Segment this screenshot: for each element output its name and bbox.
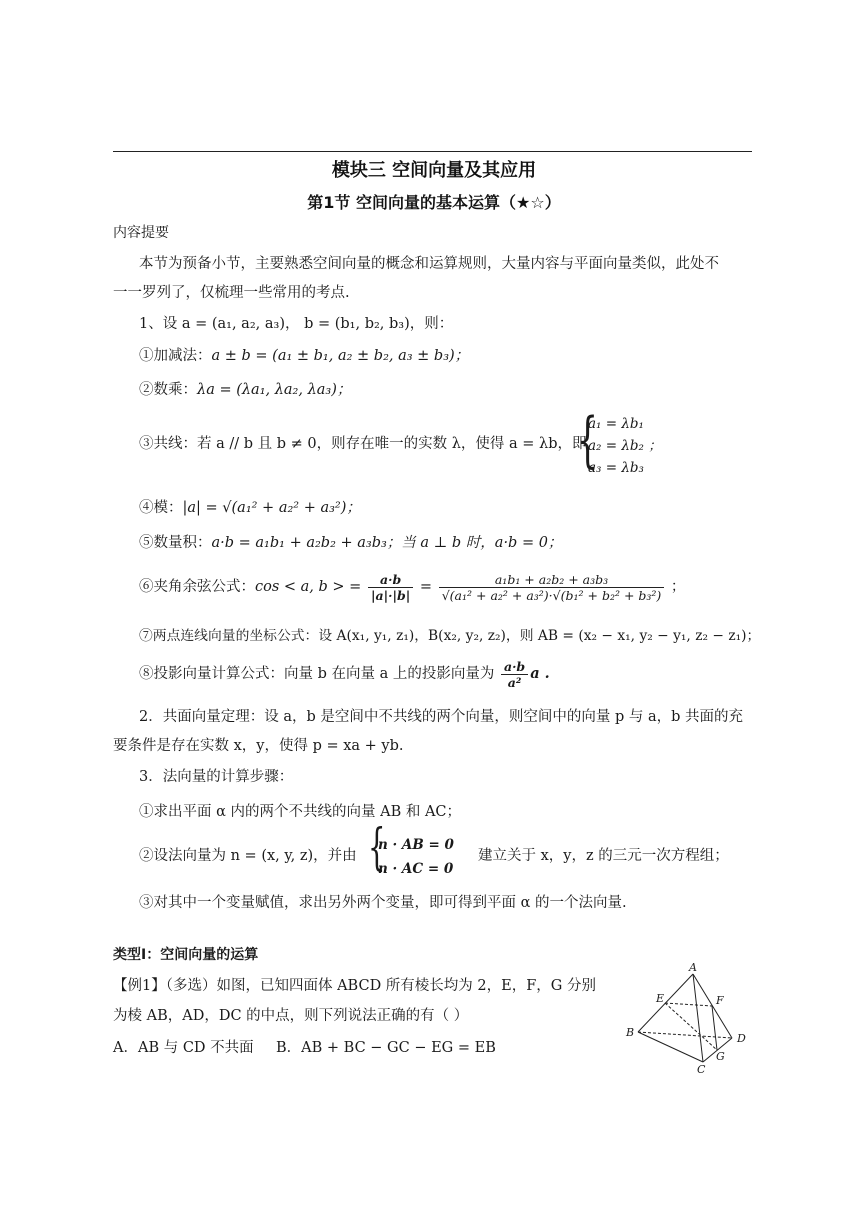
frac-den: |a|·|b| (370, 587, 411, 603)
point-scalar (139, 380, 351, 400)
label-f: F (716, 994, 724, 1007)
point-label: ⑤数量积： (139, 535, 212, 551)
point-formula: a ± b = (a₁ ± b₁, a₂ ± b₂, a₃ ± b₃)； (211, 348, 470, 364)
item-2-line-1: 2．共面向量定理：设 a，b 是空间中不共线的两个向量，则空间中的向量 p 与 a，b 共面的充 (139, 709, 744, 725)
frac-num: a·b (368, 572, 413, 588)
intro-line-1: 本节为预备小节，主要熟悉空间向量的概念和运算规则，大量内容与平面向量类似，此处不 (139, 256, 719, 272)
point-label: ①加减法： (139, 348, 212, 364)
cos-end: ； (670, 579, 686, 595)
module-title: 模块三 空间向量及其应用 (331, 160, 537, 181)
point-label: ⑥夹角余弦公式： (139, 579, 255, 595)
point-label: ④模： (139, 500, 183, 516)
option-b: B．AB + BC − GC − EG = EB (276, 1040, 496, 1056)
step-2-text: ②设法向量为 n = (x, y, z)，并由 (139, 848, 357, 864)
point-dot-product (139, 533, 562, 553)
step-1: ①求出平面 α 内的两个不共线的向量 AB 和 AC； (139, 804, 462, 820)
collinear-system (588, 413, 662, 479)
point-cosine: ⑥夹角余弦公式：cos < a, b > = $\frac{a\cdot b}{|a|\cdot|b|}$ = $\frac{\text{a₁b₁ + a₂b₂ + a₃b₃}}{\text{√(a₁² + a₂² + a₃²)·√(b₁² + b₂² + b₃²)}}$ ； (139, 571, 686, 603)
step-2-end: 建立关于 x，y，z 的三元一次方程组； (478, 848, 729, 864)
point-formula: a·b = a₁b₁ + a₂b₂ + a₃b₃；当 a ⊥ b 时，a·b = 0； (211, 535, 563, 551)
projection-text: ⑧投影向量计算公式：向量 b 在向量 a 上的投影向量为 (139, 666, 495, 682)
frac-num: a₁b₁ + a₂b₂ + a₃b₃ (439, 572, 665, 588)
normal-system (378, 833, 454, 881)
collinear-brace: { (577, 405, 599, 475)
point-formula: λa = (λa₁, λa₂, λa₃)； (197, 382, 352, 398)
cos-lhs: cos < a, b > = (255, 579, 362, 595)
type-heading: 类型Ⅰ：空间向量的运算 (113, 947, 259, 963)
cos-fraction-1 (368, 572, 413, 603)
item-3: 3．法向量的计算步骤： (139, 769, 294, 785)
tetrahedron-figure (620, 960, 760, 1075)
example-line-1: 【例1】（多选）如图，已知四面体 ABCD 所有棱长均为 2，E，F，G 分别 (113, 978, 596, 994)
step-3: ③对其中一个变量赋值，求出另外两个变量，即可得到平面 α 的一个法向量. (139, 895, 627, 911)
system-row: n · AB = 0 (378, 837, 454, 853)
system-row: n · AC = 0 (378, 861, 454, 877)
system-row: a₁ = λb₁ (588, 416, 644, 432)
header-rule (113, 151, 752, 152)
system-row: a₂ = λb₂ ； (588, 438, 662, 454)
item-1: 1、设 a = (a₁, a₂, a₃)， b = (b₁, b₂, b₃)，则： (139, 316, 454, 332)
projection-fraction (501, 659, 528, 690)
label-c: C (697, 1063, 706, 1075)
point-label: ②数乘： (139, 382, 197, 398)
segment-eg (665, 1003, 717, 1050)
point-two-points: ⑦两点连线向量的坐标公式：设 A(x₁, y₁, z₁)，B(x₂, y₂, z₂)，则 AB = (x₂ − x₁, y₂ − y₁, z₂ − z₁)； (139, 628, 761, 644)
cos-fraction-2 (439, 572, 665, 603)
label-b: B (626, 1026, 635, 1039)
item-2-line-2: 要条件是存在实数 x，y，使得 p = xa + yb. (113, 738, 404, 754)
point-add-sub (139, 346, 469, 366)
edge-bc (638, 1032, 703, 1062)
segment-ef (665, 1003, 712, 1006)
example-line-2: 为棱 AB，AD，DC 的中点，则下列说法正确的有（ ） (113, 1008, 469, 1024)
section-title: 第1节 空间向量的基本运算（★☆） (307, 193, 561, 212)
point-projection (139, 656, 550, 692)
label-e: E (656, 992, 665, 1005)
label-g: G (716, 1050, 725, 1063)
point-formula: |a| = √(a₁² + a₂² + a₃²)； (182, 500, 361, 516)
option-a: A．AB 与 CD 不共面 (113, 1040, 254, 1056)
label-d: D (737, 1032, 746, 1045)
normal-brace: { (368, 818, 386, 876)
frac-den: √(a₁² + a₂² + a₃²)·√(b₁² + b₂² + b₃²) (441, 587, 662, 603)
frac-den: a² (507, 674, 522, 690)
projection-end: a . (530, 665, 550, 682)
point-collinear: ③共线：若 a // b 且 b ≠ 0，则存在唯一的实数 λ，使得 a = λb，即 (139, 436, 587, 452)
summary-heading: 内容提要 (113, 225, 169, 241)
frac-num: a·b (501, 659, 528, 675)
point-magnitude (139, 498, 361, 518)
intro-line-2: 一一罗列了，仅梳理一些常用的考点. (113, 285, 350, 301)
edge-bd (638, 1032, 732, 1038)
system-row: a₃ = λb₃ (588, 460, 644, 476)
label-a: A (689, 961, 697, 974)
